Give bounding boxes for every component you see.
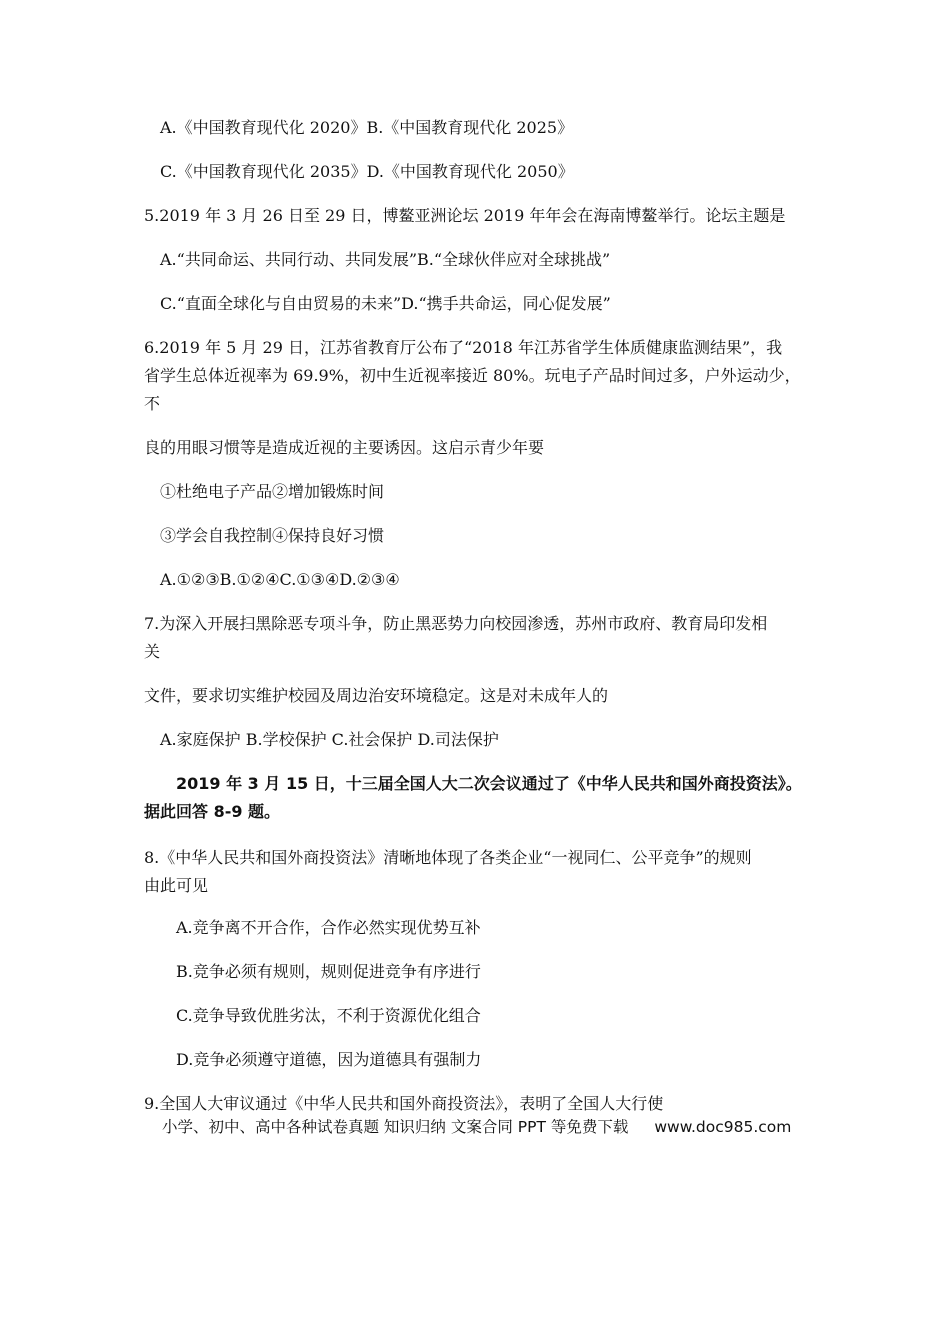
q5-stem: 5.2019 年 3 月 26 日至 29 日，博鳌亚洲论坛 2019 年年会在海南博鳌举行。论坛主题是: [144, 206, 786, 225]
q7-stem-line2: 关: [144, 642, 161, 661]
footer: [162, 1115, 791, 1139]
q4-option-ab: A.《中国教育现代化 2020》B.《中国教育现代化 2025》: [160, 118, 574, 137]
q6-options: A.①②③B.①②④C.①③④D.②③④: [160, 570, 400, 589]
q8-option-b: B.竞争必须有规则，规则促进竞争有序进行: [176, 962, 481, 981]
q8-stem-line1: 8.《中华人民共和国外商投资法》清晰地体现了各类企业“一视同仁、公平竞争”的规则: [144, 848, 752, 867]
footer-text: 小学、初中、高中各种试卷真题 知识归纳 文案合同 PPT 等免费下载: [162, 1118, 629, 1136]
q6-stem-line4: 良的用眼习惯等是造成近视的主要诱因。这启示青少年要: [144, 438, 545, 457]
q8-option-d: D.竞争必须遵守道德，因为道德具有强制力: [176, 1050, 482, 1069]
q8-option-c: C.竞争导致优胜劣汰，不利于资源优化组合: [176, 1006, 481, 1025]
q9-stem-line1: 9.全国人大审议通过《中华人民共和国外商投资法》，表明了全国人大行使: [144, 1094, 664, 1113]
material-line1: 2019 年 3 月 15 日，十三届全国人大二次会议通过了《中华人民共和国外商投资法》。: [176, 774, 802, 793]
q7-options: A.家庭保护 B.学校保护 C.社会保护 D.司法保护: [160, 730, 499, 749]
q7-stem-line1: 7.为深入开展扫黑除恶专项斗争，防止黑恶势力向校园渗透，苏州市政府、教育局印发相: [144, 614, 768, 633]
q6-stem-line3: 不: [144, 394, 161, 413]
q4-option-cd: C.《中国教育现代化 2035》D.《中国教育现代化 2050》: [160, 162, 574, 181]
q5-option-ab: A.“共同命运、共同行动、共同发展”B.“全球伙伴应对全球挑战”: [160, 250, 611, 269]
q6-stem-line1: 6.2019 年 5 月 29 日，江苏省教育厅公布了“2018 年江苏省学生体质健康监测结果”，我: [144, 338, 783, 357]
footer-url[interactable]: www.doc985.com: [654, 1118, 792, 1136]
material-line2: 据此回答 8-9 题。: [144, 802, 281, 821]
q6-items-line1: ①杜绝电子产品②增加锻炼时间: [160, 482, 385, 501]
q6-stem-line2: 省学生总体近视率为 69.9%，初中生近视率接近 80%。玩电子产品时间过多，户外运动少，: [144, 366, 801, 385]
q8-option-a: A.竞争离不开合作，合作必然实现优势互补: [176, 918, 481, 937]
q5-option-cd: C.“直面全球化与自由贸易的未来”D.“携手共命运，同心促发展”: [160, 294, 611, 313]
q8-stem-line2: 由此可见: [144, 876, 209, 895]
q6-items-line2: ③学会自我控制④保持良好习惯: [160, 526, 385, 545]
q7-stem-line3: 文件，要求切实维护校园及周边治安环境稳定。这是对未成年人的: [144, 686, 609, 705]
